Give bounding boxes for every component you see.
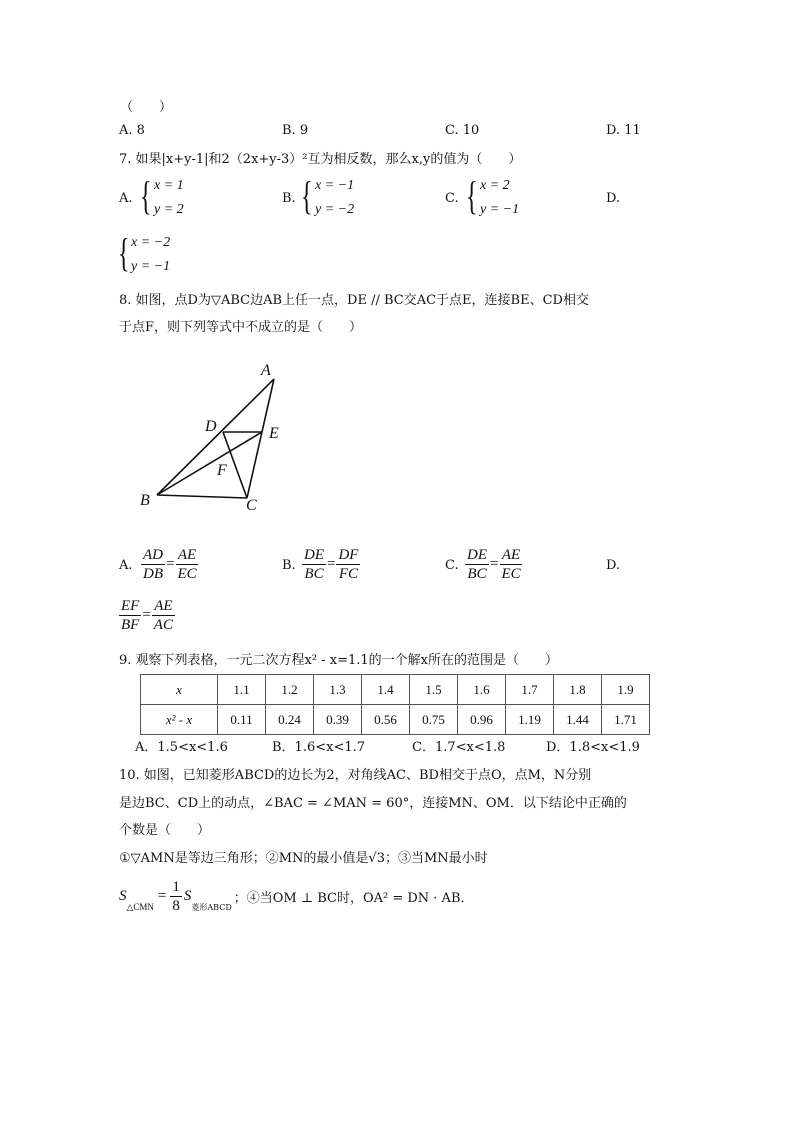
q7-option-c-line2: y = −1 — [480, 202, 520, 217]
line-ab — [157, 379, 274, 495]
table-cell: 1.5 — [410, 675, 458, 705]
q9-option-d: D．1.8<x<1.9 — [546, 740, 640, 755]
table-cell: 0.75 — [410, 705, 458, 735]
q6-option-a: A. 8 — [119, 123, 145, 138]
q10-line4: ①▽AMN是等边三角形；②MN的最小值是√3；③当MN最小时 — [119, 851, 488, 866]
table-head-x2-x: x² - x — [141, 705, 218, 735]
q7-option-c-brace: { — [466, 173, 478, 218]
q7-option-a-line1: x = 1 — [154, 178, 184, 193]
line-bc — [157, 495, 247, 498]
q6-option-d: D. 11 — [606, 123, 641, 138]
table-cell: 1.71 — [602, 705, 650, 735]
label-d: D — [205, 418, 217, 435]
label-b: B — [140, 492, 150, 509]
table-head-x: x — [141, 675, 218, 705]
q9-option-c: C．1.7<x<1.8 — [412, 740, 506, 755]
area-symbol-2: S — [183, 888, 192, 904]
table-cell: 1.8 — [554, 675, 602, 705]
q10-line5 — [119, 878, 474, 915]
q9-option-b: B．1.6<x<1.7 — [272, 740, 366, 755]
q7-option-a-label: A. — [119, 191, 133, 206]
fraction-one-eighth: $\frac{1}{8}$ — [172, 879, 180, 914]
q8-option-b-label: B. — [282, 558, 296, 573]
table-cell: 1.6 — [458, 675, 506, 705]
q7-option-b-brace: { — [301, 173, 313, 218]
q8-option-a-label: A. — [119, 558, 133, 573]
q7-stem: 7. 如果|x+y-1|和2（2x+y-3）²互为相反数，那么x,y的值为（ ） — [119, 152, 522, 167]
area-subscript-rhombus: 菱形ABCD — [191, 903, 232, 912]
table-cell: 0.24 — [266, 705, 314, 735]
q8-option-c-label: C. — [445, 558, 459, 573]
area-subscript-cmn: △CMN — [126, 902, 154, 912]
q8-stem-line2: 于点F，则下列等式中不成立的是（ ） — [119, 320, 363, 335]
q6-paren: （ ） — [120, 100, 173, 115]
table-cell: 1.1 — [218, 675, 266, 705]
q7-option-b-line1: x = −1 — [315, 178, 355, 193]
q7-option-b-line2: y = −2 — [315, 202, 355, 217]
q7-option-d-label: D. — [606, 191, 621, 206]
table-cell: 0.11 — [218, 705, 266, 735]
q8-stem-line1: 8. 如图，点D为▽ABC边AB上任一点，DE // BC交AC于点E，连接BE、CD相交 — [119, 293, 589, 308]
table-cell: 1.44 — [554, 705, 602, 735]
table-cell: 1.9 — [602, 675, 650, 705]
table-cell: 1.2 — [266, 675, 314, 705]
q8-option-c-formula: $\frac{DE}{BC}$ = $\frac{AE}{EC}$ — [467, 547, 521, 582]
table-cell: 1.3 — [314, 675, 362, 705]
q8-option-b-formula: $\frac{DE}{BC}$ = $\frac{DF}{FC}$ — [304, 547, 359, 582]
q9-stem: 9. 观察下列表格，一元二次方程x² - x=1.1的一个解x所在的范围是（ ） — [119, 653, 558, 668]
q10-line1: 10. 如图，已知菱形ABCD的边长为2，对角线AC、BD相交于点O，点M，N分别 — [119, 768, 592, 783]
q10-line3: 个数是（ ） — [119, 823, 211, 838]
table-cell: 0.96 — [458, 705, 506, 735]
table-row — [141, 705, 650, 735]
q8-triangle-figure — [130, 355, 300, 520]
q7-option-d-brace: { — [118, 230, 130, 275]
q8-option-d-formula: $\frac{EF}{BF}$ = $\frac{AE}{AC}$ — [121, 598, 173, 633]
table-row — [141, 675, 650, 705]
table-cell: 1.4 — [362, 675, 410, 705]
q10-line2: 是边BC、CD上的动点，∠BAC = ∠MAN = 60°，连接MN、OM．以下结论中正确的 — [119, 796, 627, 811]
q6-option-b: B. 9 — [282, 123, 309, 138]
table-cell: 1.19 — [506, 705, 554, 735]
q9-option-a: A．1.5<x<1.6 — [135, 740, 228, 755]
q7-option-d-line1: x = −2 — [131, 235, 171, 250]
q6-option-c: C. 10 — [445, 123, 480, 138]
q7-option-c-line1: x = 2 — [480, 178, 510, 193]
table-cell: 0.39 — [314, 705, 362, 735]
area-symbol: S — [119, 888, 127, 904]
q8-option-d-label: D. — [606, 558, 621, 573]
label-a: A — [261, 362, 271, 379]
line-be — [157, 432, 262, 495]
label-e: E — [269, 425, 279, 442]
equals-sign: = — [157, 888, 167, 904]
q7-option-a-line2: y = 2 — [154, 202, 184, 217]
q10-line5-rest: ；④当OM ⊥ BC时，OA² = DN · AB． — [233, 891, 474, 906]
q7-option-c-label: C. — [445, 191, 459, 206]
table-cell: 1.7 — [506, 675, 554, 705]
q7-option-b-label: B. — [282, 191, 296, 206]
q9-value-table — [140, 674, 650, 735]
label-c: C — [246, 497, 257, 514]
table-cell: 0.56 — [362, 705, 410, 735]
q7-option-d-line2: y = −1 — [131, 259, 171, 274]
label-f: F — [217, 462, 227, 479]
q8-option-a-formula: $\frac{AD}{DB}$ = $\frac{AE}{EC}$ — [143, 547, 197, 582]
q7-option-a-brace: { — [140, 173, 152, 218]
